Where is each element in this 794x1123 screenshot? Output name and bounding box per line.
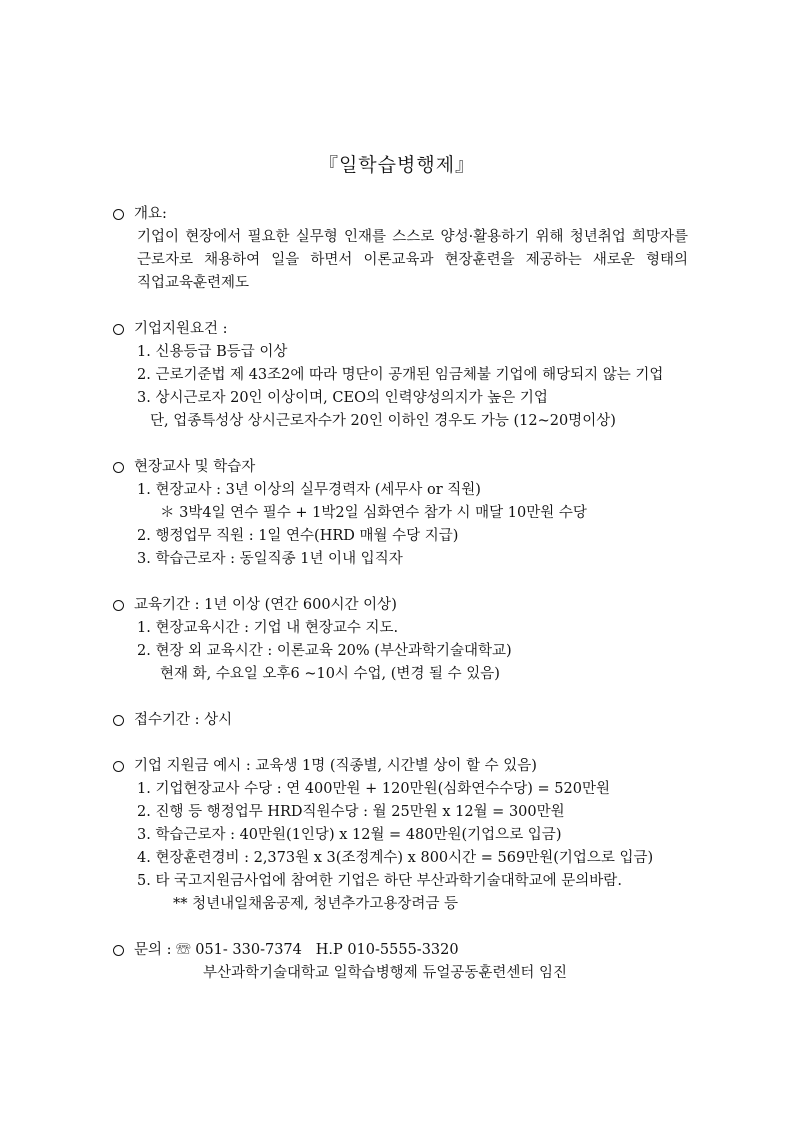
education-heading: 교육기간 : 1년 이상 (연간 600시간 이상) [134,597,397,613]
requirements-heading: 기업지원요건 : [134,321,228,337]
document-body [113,203,688,985]
section-overview [113,203,688,226]
staff-item-1: 1. 현장교사 : 3년 이상의 실무경력자 (세무사 or 직원) [137,482,481,498]
staff-item-2: 2. 행정업무 직원 : 1일 연수(HRD 매월 수당 지급) [137,528,459,544]
requirement-item-3: 3. 상시근로자 20인 이상이며, CEO의 인력양성의지가 높은 기업 [137,390,548,406]
support-item-4: 4. 현장훈련경비 : 2,373원 x 3(조정계수) x 800시간 = 569만원(기업으로 입금) [137,850,654,866]
overview-line-1: 기업이 현장에서 필요한 실무형 인재를 스스로 양성·활용하기 위해 청년취업 희망자를 [137,229,688,245]
education-item-2: 2. 현장 외 교육시간 : 이론교육 20% (부산과학기술대학교) [137,643,512,659]
overview-heading: 개요: [134,206,167,222]
support-note: ** 청년내일채움공제, 청년추가고용장려금 등 [173,896,459,912]
section-application [113,709,688,732]
circle-bullet-icon [113,945,124,956]
staff-item-3: 3. 학습근로자 : 동일직종 1년 이내 입직자 [137,551,403,567]
requirement-item-1: 1. 신용등급 B등급 이상 [137,344,288,360]
circle-bullet-icon [113,462,124,473]
application-heading: 접수기간 : 상시 [134,712,233,728]
circle-bullet-icon [113,715,124,726]
contact-heading: 문의 : ☏ 051- 330-7374 H.P 010-5555-3320 [134,942,459,958]
staff-item-1-note: ＊ 3박4일 연수 필수 + 1박2일 심화연수 참가 시 매달 10만원 수당 [160,505,587,521]
requirement-note: 단, 업종특성상 상시근로자수가 20인 이하인 경우도 가능 (12~20명이상) [150,413,616,429]
section-contact [113,939,688,962]
support-heading: 기업 지원금 예시 : 교육생 1명 (직종별, 시간별 상이 할 수 있음) [134,758,537,774]
section-requirements [113,318,688,341]
staff-heading: 현장교사 및 학습자 [134,459,256,475]
circle-bullet-icon [113,761,124,772]
section-staff [113,456,688,479]
support-item-2: 2. 진행 등 행정업무 HRD직원수당 : 월 25만원 x 12월 = 300만원 [137,804,565,820]
support-item-1: 1. 기업현장교사 수당 : 연 400만원 + 120만원(심화연수수당) = 520만원 [137,781,610,797]
support-item-3: 3. 학습근로자 : 40만원(1인당) x 12월 = 480만원(기업으로 입금) [137,827,562,843]
section-education [113,594,688,617]
overview-line-2: 근로자로 채용하여 일을 하면서 이론교육과 현장훈련을 제공하는 새로운 형태의 [137,252,688,268]
education-item-1: 1. 현장교육시간 : 기업 내 현장교수 지도. [137,620,399,636]
section-support [113,755,688,778]
overview-line-3: 직업교육훈련제도 [137,275,250,291]
circle-bullet-icon [113,209,124,220]
circle-bullet-icon [113,600,124,611]
requirement-item-2: 2. 근로기준법 제 43조2에 따라 명단이 공개된 임금체불 기업에 해당되지 않는 기업 [137,367,664,383]
circle-bullet-icon [113,324,124,335]
support-item-5: 5. 타 국고지원금사업에 참여한 기업은 하단 부산과학기술대학교에 문의바람. [137,873,622,889]
contact-organization: 부산과학기술대학교 일학습병행제 듀얼공동훈련센터 임진 [203,965,568,981]
document-title: 『일학습병행제』 [318,154,476,176]
education-item-2-note: 현재 화, 수요일 오후6 ~10시 수업, (변경 될 수 있음) [160,666,500,682]
